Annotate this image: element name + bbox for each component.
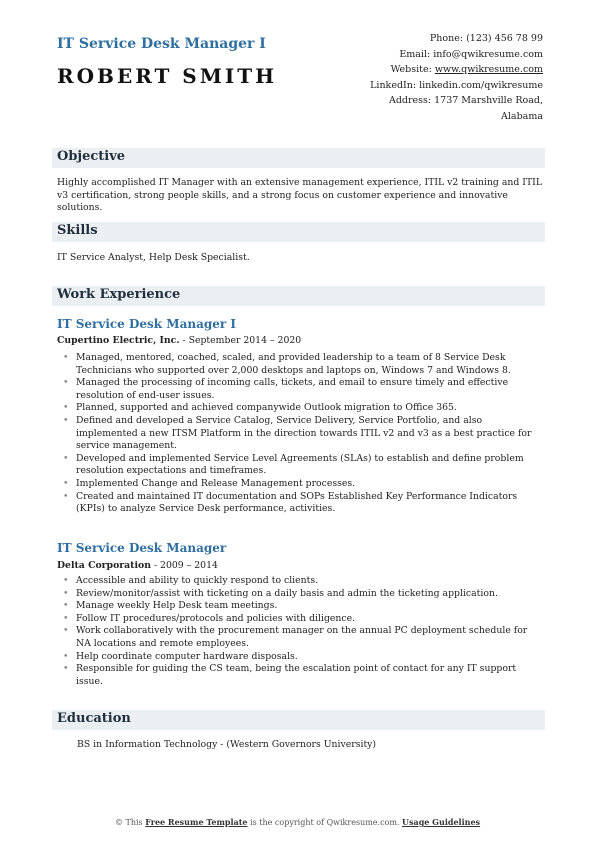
list-item: • Accessible and ability to quickly respond to clients. bbox=[57, 575, 545, 588]
footer-copyright: is the copyright of Qwikresume.com. bbox=[247, 818, 403, 827]
list-item: • Manage weekly Help Desk team meetings. bbox=[57, 600, 545, 613]
skills-text: IT Service Analyst, Help Desk Specialist. bbox=[57, 252, 250, 263]
list-item: • Planned, supported and achieved companywide Outlook migration to Office 365. bbox=[57, 402, 545, 415]
job-meta bbox=[57, 335, 301, 346]
candidate-name: ROBERT SMITH bbox=[57, 64, 278, 88]
contact-address: Address: 1737 Marshville Road, bbox=[388, 95, 543, 107]
section-heading-education: Education bbox=[57, 711, 131, 726]
list-item: • Defined and developed a Service Catalog, Service Delivery, Service Portfolio, and also implemented a new ITSM Platform in the direction towards ITIL v2 and v3 as a best practice for service management. bbox=[57, 415, 545, 453]
list-item: • Created and maintained IT documentation and SOPs Established Key Performance Indicators (KPIs) to analyze Service Desk performance, activities. bbox=[57, 491, 545, 516]
education-text: BS in Information Technology - (Western Governors University) bbox=[77, 739, 377, 750]
header-title: IT Service Desk Manager I bbox=[57, 36, 266, 52]
free-resume-template-link[interactable]: Free Resume Template bbox=[145, 817, 248, 827]
job-dates: - 2009 – 2014 bbox=[150, 560, 218, 571]
objective-text: Highly accomplished IT Manager with an extensive management experience, ITIL v2 training and ITIL v3 certification, strong people skills, and a strong focus on customer experience and innovative solutions. bbox=[57, 177, 542, 214]
footer-prefix: © This bbox=[114, 818, 146, 827]
job-bullets bbox=[57, 575, 545, 688]
job-company: Delta Corporation bbox=[57, 560, 151, 571]
contact-phone: Phone: (123) 456 78 99 bbox=[429, 33, 543, 44]
contact-block bbox=[370, 31, 543, 125]
section-skills bbox=[52, 222, 545, 242]
list-item: • Developed and implemented Service Level Agreements (SLAs) to establish and define problem resolution expectations and timeframes. bbox=[57, 453, 545, 478]
section-heading-work: Work Experience bbox=[57, 287, 181, 302]
section-objective bbox=[52, 148, 545, 168]
job-meta bbox=[57, 560, 218, 571]
section-work-experience bbox=[52, 286, 545, 306]
contact-email: Email: info@qwikresume.com bbox=[399, 48, 543, 60]
section-education bbox=[52, 710, 545, 730]
list-item: • Managed the processing of incoming calls, tickets, and email to ensure timely and effective resolution of end-user issues. bbox=[57, 377, 545, 402]
job-bullets bbox=[57, 352, 545, 516]
list-item: • Follow IT procedures/protocols and policies with diligence. bbox=[57, 613, 545, 626]
job-title: IT Service Desk Manager I bbox=[57, 317, 236, 331]
contact-website bbox=[370, 62, 543, 78]
list-item: • Implemented Change and Release Management processes. bbox=[57, 478, 545, 491]
list-item: • Help coordinate computer hardware disposals. bbox=[57, 651, 545, 664]
website-link[interactable]: www.qwikresume.com bbox=[434, 64, 543, 76]
list-item: • Work collaboratively with the procurement manager on the annual PC deployment schedule for NA locations and remote employees. bbox=[57, 625, 545, 650]
section-heading-objective: Objective bbox=[57, 149, 126, 164]
footer bbox=[0, 817, 595, 827]
job-title: IT Service Desk Manager bbox=[57, 541, 227, 555]
section-heading-skills: Skills bbox=[57, 223, 98, 238]
list-item: • Review/monitor/assist with ticketing on a daily basis and admin the ticketing application. bbox=[57, 588, 545, 601]
job-company: Cupertino Electric, Inc. bbox=[57, 335, 180, 346]
list-item: • Managed, mentored, coached, scaled, and provided leadership to a team of 8 Service Desk Technicians who supported over 2,000 desktops and laptops on, Windows 7 and Windows 8. bbox=[57, 352, 545, 377]
contact-address-line2: Alabama bbox=[501, 110, 543, 122]
usage-guidelines-link[interactable]: Usage Guidelines bbox=[402, 817, 481, 827]
list-item: • Responsible for guiding the CS team, being the escalation point of contact for any IT support issue. bbox=[57, 663, 545, 688]
website-label: Website: bbox=[390, 64, 435, 76]
job-dates: - September 2014 – 2020 bbox=[179, 335, 302, 346]
contact-linkedin: LinkedIn: linkedin.com/qwikresume bbox=[370, 79, 543, 91]
